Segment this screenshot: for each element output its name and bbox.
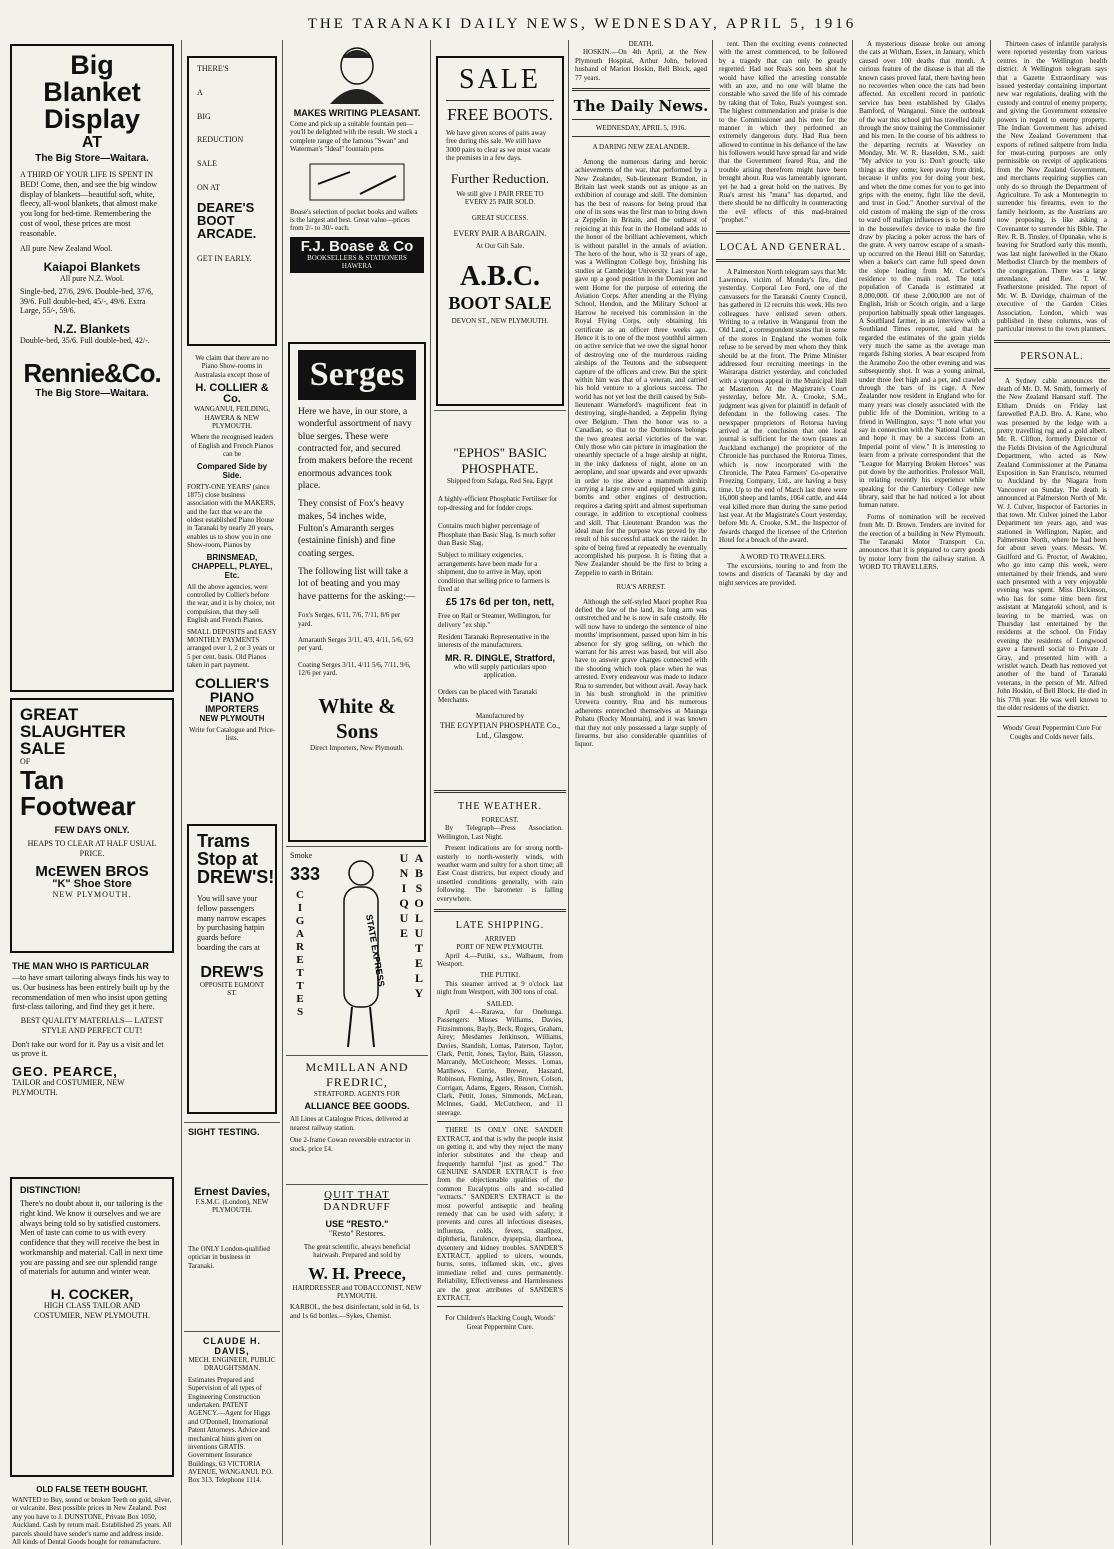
subheading: THE PUTIKI.: [479, 971, 521, 980]
ad-body: Write for Catalogue and Price-lists.: [188, 725, 276, 742]
hands-writing-illustration: [290, 154, 424, 204]
ad-deare-boot: [187, 56, 277, 346]
ad-body: All the above agencies, were controlled by Collier's before the war, and it is by choice, not compulsion, that they sell English and French Pianos.: [187, 582, 275, 625]
ad-title: Serges: [298, 350, 416, 400]
column-7: [856, 40, 988, 1545]
column-8: [994, 40, 1110, 1545]
ad-brand: PIANO: [209, 688, 255, 705]
date: WEDNESDAY, APRIL 5, 1916.: [595, 123, 687, 132]
ad-title: QUIT THAT: [324, 1189, 390, 1201]
article-text: THERE IS ONLY ONE SANDER EXTRACT, and that is why the people insist on getting it, and why they reject the many inferior substitutes and the cheap and frequently harmful "just as good." The GENUINE SANDER EXTRACT is free from the objectionable qualities of the common Eucalyptus oils and so-called "extracts." SANDER'S EXTRACT is the most powerful antiseptic and healing remedy that can be used with safety; it prevents and cures all infectious diseases, influenza, colds, fevers, smallpox, diphtheria, flatulence, dyspepsia, diarrhoea, dysentery and kidney troubles. SANDER'S EXTRACT, applied to ulcers, wounds, burns, sores, inflamed skin, etc., gives immediate relief and cures permanently. Reliability, Effectiveness and Harmlessness are the great attributes of SANDER'S EXTRACT.: [437, 1126, 563, 1302]
ad-subhead: MR. R. DINGLE, Stratford,: [445, 652, 555, 663]
article-text: Although the self-styled Maori prophet Rua defied the law of the land, its long arm was outstretched and he is now in safe custody. He will now have to undergo the sentence of nine months' imprisonment, passed upon him in his absence for sly grog selling, on which the warrant for his arrest was based, but will also have to answer grave charges connected with the shooting which took place when he was arrested. Every endeavour was made to induce Rua to surrender, but without avail. Away back in his bush stronghold in the primitive Urewera country, Rua and his numerous adherents entrenched themselves at Maunga Pohatu (Rocky Mountain), and it was known that they not only possessed a large supply of firearms, but also considerable quantities of liquor.: [575, 597, 707, 749]
ad-body: Don't take our word for it. Pay us a visit and let us prove it.: [12, 1039, 164, 1059]
column-2: [184, 40, 280, 1545]
column-rule: [990, 40, 991, 1545]
ad-body: FORTY-ONE YEARS' (since 1875) close business association with the MAKERS, and the fact that we are the oldest established Piano House in Taranaki by nearly 20 years, enables us to show you in one Show-room, Pianos by: [187, 482, 276, 550]
ad-state-express: [286, 846, 428, 1055]
article-text: A Palmerston North telegram says that Mr. Lawrence, victim of Monday's fire, died yesterday. Corporal Leo Ford, one of the canvassers for the Taranaki County Council, has gathered in 12 recruits this week. His two colleagues have enlisted seven others. Writing to a relative in Wanganui from the Old Land, a correspondent states that in some of the stores in England the women folk refuse to be served by men whom they think should be at the front. The Prime Minister addressed four recruiting meetings in the Wairarapa district yesterday, and concluded with a vigorous appeal in the Municipal Hall at Masterton. At the Magistrate's Court yesterday, before Mr. A. Crooke, S.M., judgment was given for plaintiff in default of defendant in the following cases. The newspaper proprietors of Rotorua having arrived at the conclusion that one local journal is sufficient for the town (states an Auckland exchange) the proprietor of the Chronicle has purchased the Rotorua Times, which is now incorporated with the Chronicle. The Patea Farmers' Co-operative Freezing Company, Ltd., are having a busy time. Up to the end of March last there were 16,000 sheep and lambs, 1064 cattle, and 444 veal killed more than during the same period last year. At the Magistrate's Court yesterday, before Mr. A. Crooke, S.M., the Inspector of Awards charged the licensee of the Criterion Hotel for a breach of the award.: [719, 267, 847, 545]
ad-rennie-blanket: [10, 44, 174, 692]
soldier-label: STATE EXPRESS: [364, 913, 387, 988]
ad-pearce-tailor: [6, 959, 178, 1173]
ad-body: They consist of Fox's heavy makes, 54 inches wide, Fulton's Amaranth serges (estainine finish) and fine coating serges.: [298, 499, 405, 559]
ad-prices: Coating Serges 3/11, 4/11 5/6, 7/11, 9/6, 12/6 per yard.: [298, 660, 411, 678]
ad-body: The great scientific, always beneficial hairwash. Prepared and sold by: [303, 1242, 411, 1260]
ad-text: FEW DAYS ONLY.: [54, 824, 130, 835]
ad-mcmillan-bee: [286, 1055, 428, 1184]
ad-text: AT: [81, 134, 103, 151]
ad-brand: DREW'S: [200, 963, 264, 981]
ad-town: NEW PLYMOUTH: [199, 713, 265, 723]
ad-text: ABSOLUTELY UNIQUE: [397, 851, 426, 1001]
section-heading-personal: PERSONAL.: [1020, 350, 1084, 362]
article-text: rent. Then the exciting events connected with the arrest commenced, to be followed by a tragedy that can only be greatly regretted. Had not Rua's son been shot he would have killed the arresting constable with an axe, and no one will blame the constable who saved the life of his comrade by taking that of Toko, Rua's youngest son. The highest commendation and praise is due to the Commissioner and his men for the manner in which they performed an extremely dangerous duty. Had Rua been allowed to continue in his defiance of the law his followers would have spread far and wide that the Government feared Rua, and the trouble arising therefrom might have been brought about. Rua was lamentably ignorant, yet he had a great hold on the natives. By Rua's arrest his "mana" has departed, and there should be no difficulty in counteracting the evil effects of this mad-brained "prophet.": [719, 40, 847, 225]
masthead: [0, 0, 1114, 36]
ad-body: There's no doubt about it, our tailoring is the right kind. We know it ourselves and we are always being told so by satisfied customers. Men of taste can come to us with every confidence that they will receive the best in workmanship and material. Call in next time you are passing and see our splendid range of materials for autumn and winter wear.: [20, 1199, 163, 1277]
ad-title: Footwear: [20, 790, 136, 821]
ad-body: MECH. ENGINEER, PUBLIC DRAUGHTSMAN.: [188, 1356, 276, 1373]
subheading: PORT OF NEW PLYMOUTH.: [456, 943, 544, 952]
column-rule: [712, 40, 713, 1545]
article-text: Present indications are for strong north-easterly to north-westerly winds, with weather warm and sultry for a short time; all East Coast districts, but expect cloudy and unsettled conditions generally, with rain following. The barometer is falling everywhere.: [437, 844, 563, 903]
ad-subhead: Kaiapoi Blankets: [43, 260, 141, 274]
column-3: [286, 40, 428, 1545]
column-rule: [430, 40, 431, 1545]
ad-body: The following list will take a lot of beating and you may have patterns for the asking:—: [298, 567, 416, 602]
ad-mcewen-footwear: [10, 698, 174, 953]
ad-ephos-phosphate: [434, 410, 566, 784]
ad-line: SALE: [197, 159, 217, 168]
ad-text: GET IN EARLY.: [197, 253, 252, 263]
ad-brand: H. COLLIER & Co.: [195, 382, 269, 406]
ad-text: OF: [20, 757, 31, 766]
ad-town: HAWERA: [341, 262, 373, 271]
section-heading-shipping: LATE SHIPPING.: [455, 919, 545, 931]
ad-body: HAIRDRESSER and TOBACCONIST, NEW PLYMOUTH.: [292, 1283, 422, 1300]
column-rule: [568, 40, 569, 1545]
ad-price: £5 17s 6d per ton, nett,: [445, 597, 555, 609]
ad-body: One 2-frame Cowan reversible extractor in stock, price £4.: [290, 1136, 411, 1153]
ad-body: BOOKSELLERS & STATIONERS: [307, 253, 407, 262]
ad-body: Here we have, in our store, a wonderful assortment of navy blue serges. These were contracted for, and secured from makers before the recent enormous advances took place.: [298, 407, 413, 492]
ad-body: At Our Gift Sale.: [475, 242, 525, 251]
ad-title: DANDRUFF: [323, 1201, 391, 1213]
ad-prices: Amaranth Serges 3/11, 4/3, 4/11, 5/6, 6/3 per yard.: [298, 635, 414, 653]
ad-line: ON AT: [197, 182, 220, 192]
article-text: By Telegraph—Press Association. Wellington, Last Night.: [437, 824, 563, 841]
ad-body: Come and pick up a suitable fountain pen—you'll be delighted with the result. We stock a complete range of the famous "Swan" and Waterman's "Ideal" fountain pens: [290, 120, 418, 154]
column-rule: [852, 40, 853, 1545]
article-text: For Children's Hacking Cough, Woods' Great Peppermint Cure.: [445, 1314, 555, 1331]
ad-cocker-tailor: [10, 1177, 174, 1477]
ad-body: TAILOR and COSTUMIER, NEW PLYMOUTH.: [12, 1078, 125, 1097]
ad-drews: [187, 824, 277, 1114]
state-express-soldier-illustration: [326, 855, 396, 1051]
ad-line: THERE'S: [197, 64, 229, 73]
article-text: Among the numerous daring and heroic achievements of the war, that performed by a New Zealander, Sub-lieutenant Brandon, in Britain last week stands out as unique as an exhibition of courage and skill. The dominion has the best of reasons for being proud that one of its sons was the first man to bring down a Zeppelin in Britain, and the outburst of rejoicing at this feat in the Homeland adds to the honor of the brilliant achievement, which is without parallel in the annals of aviation. The hero of the hour, who is 32 years of age, was a Wellington College boy, finishing his studies at Cambridge University. Last year he gave up a good position in the Dominion and went Home for the purpose of entering the Aviation Corps. After attending at the Flying School, Hendon, and the Military School at Harrow he received his commission in the Royal Flying Corps, only obtaining his certificate as an officer three weeks ago. Hence it is to one of the most youthful airmen on active service that we owe the signal honor of destroying one of the murderous raiding airships of the Teutons and the subsequent capture of the officers and crew. But the spirit within him was that of a veteran, and carried his bold venture to a glorious success. The world has not yet lost the thrill caused by Sub-lieutenant Warneford's magnificent feat in destroying, single-handed, a Zeppelin flying over Belgium. Then the honor was to a Canadian, so that to the Dominions belongs the two greatest aerial victories of the war. Only those who can picture in imagination the unearthly spectacle of a huge airship at night, in the inky darkness of night, alone on an aeroplane, and soar upwards and ever upwards in order to rise above a mammoth airship carrying a large crew and equipped with guns, bombs and other engines of destruction, requires a daring spirit and almost superhuman courage, in addition to exceptional coolness and skill. That Lieutenant Brandon was the ideal man for the purpose was proved by the result of his successful attack on the raider. In spite of being fired at repeatedly he eventually accomplished his purpose. It is fitting that a New Zealander should be the first to bring a Zeppelin to earth in Britain.: [575, 157, 707, 577]
ad-text: HEAPS TO CLEAR AT HALF USUAL PRICE.: [27, 838, 157, 858]
section-heading-weather: THE WEATHER.: [457, 801, 543, 812]
ad-brand: ARCADE.: [197, 225, 257, 241]
ad-boase-pens: [286, 40, 428, 338]
ad-brand: Ernest Davies,: [194, 1186, 270, 1198]
article-headline: RUA'S ARREST.: [616, 583, 666, 592]
ad-line: REDUCTION: [197, 135, 244, 145]
ad-body: HIGH CLASS TAILOR AND COSTUMIER, NEW PLYMOUTH.: [34, 1301, 150, 1320]
ad-subhead: Compared Side by Side.: [196, 461, 268, 480]
ad-body: All Lines at Catalogue Prices, delivered at nearest railway station.: [290, 1115, 409, 1132]
ad-abc-boot-sale: [436, 56, 564, 406]
article-text: Thirteen cases of infantile paralysis were reported yesterday from various centres in the Wellington health district. A Wellington telegram says that a Gazette Extraordinary was issued yesterday containing important new war regulations, dealing with the custody and control of enemy property, and giving the Government extensive powers in regard to enemy property. The Indian Government has advised the New Zealand Government that exports of refined saltpetre from India for meat-curing purposes are only permissible on receipt of applications from the New Zealand Government, and merchants requiring supplies can only do so through the Department of Agriculture. To ask a Montenegrin to surrender his firearms, even to the family heirloom, as the Austrians are now proposing, is like asking a Covenanter to surrender his Bible. The Rev. R. B. Tinsley, of Opunake, who is leaving for Stratford early this month, was last night farewelled in the Okato Methodist Church by the members of the congregation. There was a large attendance, and Rev. T. W. Featherstone presided. The report of Mr. W. B. Davidge, chairman of the executive of the Garden Cities Association, London, which was published in these columns, was of particular interest to the town planners.: [997, 40, 1107, 334]
ad-body: DEVON ST., NEW PLYMOUTH.: [451, 316, 549, 325]
ad-ernest-davies: [184, 1122, 280, 1331]
ad-head: MAKES WRITING PLEASANT.: [293, 108, 421, 118]
ad-body: Direct Importers, New Plymouth.: [310, 743, 404, 752]
ad-title: DREW'S!: [197, 867, 275, 887]
ad-brand: F.J. Boase & Co: [300, 237, 414, 255]
ad-body: KARBOL, the best disinfectant, sold in 6d, 1s and 1s 6d bottles.—Sykes, Chemist.: [290, 1303, 420, 1320]
column-rule: [282, 40, 283, 1545]
ad-body: SMALL DEPOSITS and EASY MONTHLY PAYMENTS arranged over 1, 2 or 3 years or 5 per cent. basis. Old Pianos taken in part payment.: [187, 627, 277, 670]
ad-subhead: N.Z. Blankets: [53, 322, 131, 336]
article-text: The excursions, touring to and from the towns and districts of Taranaki by day and night services are provided.: [719, 561, 847, 587]
ad-body: who will supply particulars upon application.: [453, 662, 547, 680]
ad-claude-davis: [184, 1331, 280, 1489]
ad-title: Trams: [197, 831, 251, 851]
ad-white-sons-serges: [288, 342, 426, 842]
ad-body: —to have smart tailoring always finds his way to us. Our business has been entirely built up by the recommendation of men who insist upon getting first-class tailoring, and find they get it here.: [12, 973, 170, 1012]
ad-subhead: BRINSMEAD, CHAPPELL, PLAYEL, Etc.: [191, 552, 273, 580]
ad-body: The ONLY London-qualified optician in business in Taranaki.: [188, 1244, 270, 1270]
ad-title: Blanket: [43, 77, 141, 107]
ad-body: Shipped from Safaga, Red Sea, Egypt: [447, 477, 553, 485]
ad-text: CIGARETTES: [294, 889, 306, 1019]
ad-body: OPPOSITE EGMONT ST.: [199, 980, 265, 997]
ad-line: BIG: [197, 111, 211, 121]
article-text: HOSKIN.—On 4th April, at the New Plymouth Hospital, Arthur John, beloved husband of Marion Hoskin, Bell Block, aged 77 years.: [575, 48, 707, 82]
ad-body: Resident Taranaki Representative in the interests of the manufacturers.: [438, 633, 550, 650]
ad-brand: COLLIER'S: [194, 674, 270, 691]
ad-town: NEW PLYMOUTH.: [52, 890, 132, 900]
ad-title: SALE: [459, 64, 541, 95]
article-text: A mysterious disease broke out among the cats at Witham, Essex, in January, which caused over 100 deaths that month. A curious feature of the disease is that all the known cases proved fatal, there having been no recoveries when once the cats had been affected. An excellent record in patriotic service has been established by Gladys Bamford, of Wanganui. Since the outbreak of the war this school girl has travelled daily through the snow training the Commissioner and his men. In the course of his address to the departing recruits at Waverley on Monday, Mr. W. R. Haselden, S.M., said: "My advice to you is: Don't grouch; take things as they come; keep away from drink, because it unfits you for doing your best, and when the time comes for you to get into grips with the enemy, fight like the devil, and trust in God." Another survival of the old custom of making the sign of the cross to ward off malign influences is to be found in the housewife's device to make the fire draw by placing a poker across the bars of the grate. A very narrow escape of a smash-up occurred on the Henui Hill on Saturday, when a baker's cart came full speed down the slope leading from Mr. Corbett's residence to the main road. The total population of Canada is estimated at 8,000,000. Of these 2,000,000 are not of English, Irish or Scotch origin, and a large proportion habitually speak other languages. A Southland farmer, in an interview with a Southland Times reporter, said that he regarded the estimates of the grain yields very much the same as the average man regards fishing stories. A bear escaped from the Aramoho Zoo the other evening and was subsequently shot. It was a young animal, under three feet high and a pet, and crawled through the bars of its cage. A New Zealander now resident in England who for many years was closely associated with the public life of the Dominion, writing to a friend in Wellington, says: "I note what you say in connection with the National Cabinet, and hope it may be a success from an Imperial point of view." It is interesting to learn from a private correspondent that the "League for Marrying Broken Heroes" was put down by the authorities. Professor Wall, in relating recently his experience while speaking for the Canterbury College new library, said that he had noticed a lot about human nature.: [859, 40, 985, 510]
column-1: [6, 40, 178, 1545]
ad-brand: GEO. PEARCE,: [12, 1064, 118, 1079]
subheading: DEATH.: [628, 40, 654, 48]
ad-brand: DEARE'S: [197, 199, 255, 215]
ad-prices: Double-bed, 35/6. Full double-bed, 42/-.: [20, 336, 150, 345]
ad-title: Display: [43, 104, 141, 134]
ad-brand: McMILLAN AND FREDRIC,: [305, 1060, 409, 1089]
ad-brand: BOOT SALE: [448, 292, 552, 313]
ad-body: Free on Rail or Steamer, Wellington, for delivery "ex ship.": [438, 612, 551, 629]
article-text: April 4.—Rarawa, for Onehunga. Passengers: Misses Williams, Davies, Fitzsimmons, Bayly, Beck, Rogers, Graham, Airey; Mesdames Jenkinson, Williams, Davies, Standish, Lomas, Paterson, Taylor, Clark, Pettit, Jones, Taylor, Bain, Glasson, Marcandy, McCutcheon; Messrs. Lomas, Matthews, Currie, Brewer, Haszard, Robinson, Fleming, Astley, Brown, Colson, Corrigan, Adams, Eggers, Reason, Cornish, Clark, Pettit, Jones, Simmonds, McLean, McInnes, Gadd, McCutcheon, and 11 steerage.: [437, 1008, 563, 1117]
ad-title: SLAUGHTER: [20, 722, 126, 741]
ad-store: The Big Store—Waitara.: [35, 153, 149, 164]
ad-preece-resto: [286, 1184, 428, 1324]
ad-body: Boase's selection of pocket books and wallets is the largest and best. Great value—prices from 2/- to 30/- each.: [290, 207, 418, 233]
ad-body: Orders can be placed with Taranaki Merchants.: [438, 687, 538, 705]
newspaper-masthead: The Daily News.: [573, 96, 709, 115]
ad-subhead: Further Reduction.: [450, 170, 550, 186]
ad-body: Estimates Prepared and Supervision of all types of Engineering Construction undertaken. PATENT AGENCY.—Agent for Higgs and O'Donnell, International Patent Attorneys. Advice and mechanical hints given on inventions GRATIS. Government Insurance Buildings, 63 VICTORIA AVENUE, WANGANUI. P.O. Box 313. Telephone 1114.: [188, 1375, 273, 1485]
ad-subhead: USE "RESTO.": [325, 1219, 389, 1229]
ad-body: EVERY PAIR A BARGAIN.: [453, 228, 547, 238]
ad-body: STRATFORD. AGENTS FOR: [313, 1090, 401, 1098]
ad-title: SALE: [20, 739, 66, 758]
subheading: ARRIVED: [484, 934, 516, 943]
ad-body: All pure N.Z. Wool.: [59, 274, 125, 283]
ad-body: GREAT SUCCESS.: [471, 214, 529, 223]
ad-body: WANGANUI, FEILDING, HAWERA & NEW PLYMOUTH.: [193, 405, 270, 430]
ad-brand: BOOT: [197, 212, 235, 228]
ad-prices: Fox's Serges, 6/11, 7/6, 7/11, 8/6 per yard.: [298, 611, 401, 628]
ad-head: SIGHT TESTING.: [188, 1127, 260, 1137]
article-text: This steamer arrived at 9 o'clock last night from Westport, with 300 tons of coal.: [437, 979, 563, 997]
ad-body: "Resto" Restores.: [328, 1229, 386, 1238]
article-text: A Sydney cable announces the death of Mr. D. M. Smith, formerly of the New Zealand Hansard staff. The Eltham Druids on Friday last farewelled P.A.D. Bro. A. Kane, who was presented by the lodge with a pretty travelling rug and a gold albert. Mr. R. Clifton, formerly Director of the Fields Division of the Agricultural Department, who acted as New Zealand Commissioner at the Panama Exposition in San Francisco, returned to Auckland by the Niagara from Vancouver on Sunday. The death is announced at Palmerston North of Mr. W. J. Culver, Inspector of Factories in that town. Mr. Culver joined the Labor Department ten years ago, and was stationed in Wellington, Napier, and Palmerston North, where he had been for about seven years. Messrs. W. Guilford and G. Proctor, of Awakino, who go into camp this week, were entertained by their friends, and were each presented with a very enjoyable evening was spent. Miss Dickinson, who has for some time been first assistant at Mangatoki school, and is leaving to be married, was on Thursday last entertained by the residents at the school. On Friday evening the residents of Longwood gave a farewell social to Private J. Gray, and presented him with a wristlet watch. Death has removed yet another of the band of Taranaki veterans, in the person of Mr. Alfred John Hoskin, of Bell Block. He died in his 77th year. He was well known to the older residents of the district.: [997, 376, 1107, 712]
woman-writing-illustration: [290, 44, 424, 104]
ad-head: OLD FALSE TEETH BOUGHT.: [36, 1485, 148, 1494]
ad-title: Tan: [20, 764, 65, 795]
ad-brand: A.B.C.: [459, 260, 541, 292]
column-rule: [181, 40, 182, 1545]
ad-body: F.S.M.C. (London), NEW PLYMOUTH.: [195, 1198, 269, 1215]
ad-brand: H. COCKER,: [50, 1286, 134, 1302]
ad-body: All pure New Zealand Wool.: [20, 244, 113, 254]
ad-body: A highly-efficient Phosphatic Fertiliser for top-dressing and for fodder crops.: [438, 495, 558, 512]
article-text: April 4.—Putiki, s.s., Walbaum, from Westport.: [437, 951, 563, 969]
article-headline: A DARING NEW ZEALANDER.: [592, 143, 690, 152]
ad-subhead: THE EGYPTIAN PHOSPHATE Co., Ltd., Glasgow.: [439, 720, 561, 740]
ad-collier-piano: [184, 352, 280, 816]
ad-body: Manufactured by: [475, 712, 524, 721]
ad-body: BEST QUALITY MATERIALS— LATEST STYLE AND PERFECT CUT!: [20, 1016, 164, 1035]
ad-body: Subject to military exigencies, arrangements have been made for a shipment, due to arrive in May, upon condition that selling price to farmers is fixed at: [438, 551, 550, 593]
ad-brand: White & Sons: [318, 693, 396, 743]
ad-line: A: [197, 87, 203, 97]
ad-head: THE MAN WHO IS PARTICULAR: [12, 961, 149, 971]
ad-body: Where the recognised leaders of English and French Pianos can be: [190, 433, 274, 459]
ad-body: We have given scores of pairs away free during this sale. We still have 3000 pairs to clear as we must vacate the premises in a few days.: [446, 129, 551, 163]
ad-body: Contains much higher percentage of Phosphate than Basic Slag. Is much softer than Basic Slag.: [438, 522, 556, 547]
subheading: FORECAST.: [481, 816, 519, 824]
ad-title: GREAT: [20, 705, 79, 724]
column-4: [434, 40, 566, 1545]
ad-title: "EPHOS" BASIC PHOSPHATE.: [453, 445, 547, 476]
ad-subhead: ALLIANCE BEE GOODS.: [304, 1101, 410, 1112]
ad-prices: Single-bed, 27/6, 29/6. Double-bed, 37/6, 39/6. Full double-bed, 45/-, 49/6. Extra Large, 55/-, 59/6.: [20, 286, 154, 316]
ad-brand: IMPORTERS: [205, 703, 259, 714]
subheading: SAILED.: [486, 999, 514, 1008]
ad-brand: W. H. Preece,: [308, 1263, 406, 1283]
ad-body: You will save your fellow passengers many narrow escapes by purchasing hatpin guards before boarding the cars at: [197, 894, 266, 952]
ad-store: "K" Shoe Store: [52, 878, 132, 891]
ad-brand: Rennie&Co.: [23, 357, 161, 388]
ad-head: DISTINCTION!: [20, 1185, 81, 1195]
ad-title: FREE BOOTS.: [447, 105, 553, 124]
ad-body: We claim that there are no Piano Show-rooms in Australasia except those of: [194, 354, 270, 379]
ad-title: Stop at: [197, 849, 258, 869]
boase-logo: [290, 237, 424, 273]
ad-body: We still give 1 PAIR FREE TO EVERY 25 PAIR SOLD.: [456, 189, 544, 206]
ad-title: Big: [70, 50, 114, 80]
ad-false-teeth: [6, 1483, 178, 1545]
newspaper-title: THE TARANAKI DAILY NEWS, WEDNESDAY, APRIL 5, 1916: [307, 16, 857, 32]
subheading: A WORD TO TRAVELLERS.: [740, 553, 826, 562]
section-heading-local: LOCAL AND GENERAL.: [719, 241, 847, 253]
ad-text: Smoke: [290, 851, 313, 860]
ad-body: WANTED to Buy, sound or broken Teeth on gold, silver, or vulcanite. Best possible prices in New Zealand. Post any you have to J. DUNSTONE, Private Box 1050, Auckland. Cash by return mail. Established 25 years. All parcels should have sender's name and address inside. All kinds of Dental Goods bought for remanufacture.: [12, 1496, 172, 1545]
article-text: Forms of nomination will be received from Mr. D. Brown. Tenders are invited for the erection of a building in New Plymouth. The Taranaki Motor Transport Co. announces that it is prepared to carry goods by motor lorry from the railway station. A WORD TO TRAVELLERS.: [859, 512, 985, 572]
column-5: [572, 40, 710, 1545]
article-text: Woods' Great Peppermint Cure For Coughs and Colds never fails.: [1002, 724, 1102, 741]
ad-store: The Big Store—Waitara.: [35, 387, 149, 399]
column-6: [716, 40, 850, 1545]
ad-brand: CLAUDE H. DAVIS,: [203, 1336, 261, 1356]
ad-brand: 333: [290, 864, 321, 884]
ad-brand: McEWEN BROS: [35, 863, 149, 881]
ad-body: A THIRD OF YOUR LIFE IS SPENT IN BED! Come, then, and see the big window display of blankets—beautiful soft, white, fleecy, all-wool blankets, that almost make you long for bed-time. Remembering the cost of wool, these prices are most reasonable.: [20, 170, 158, 238]
